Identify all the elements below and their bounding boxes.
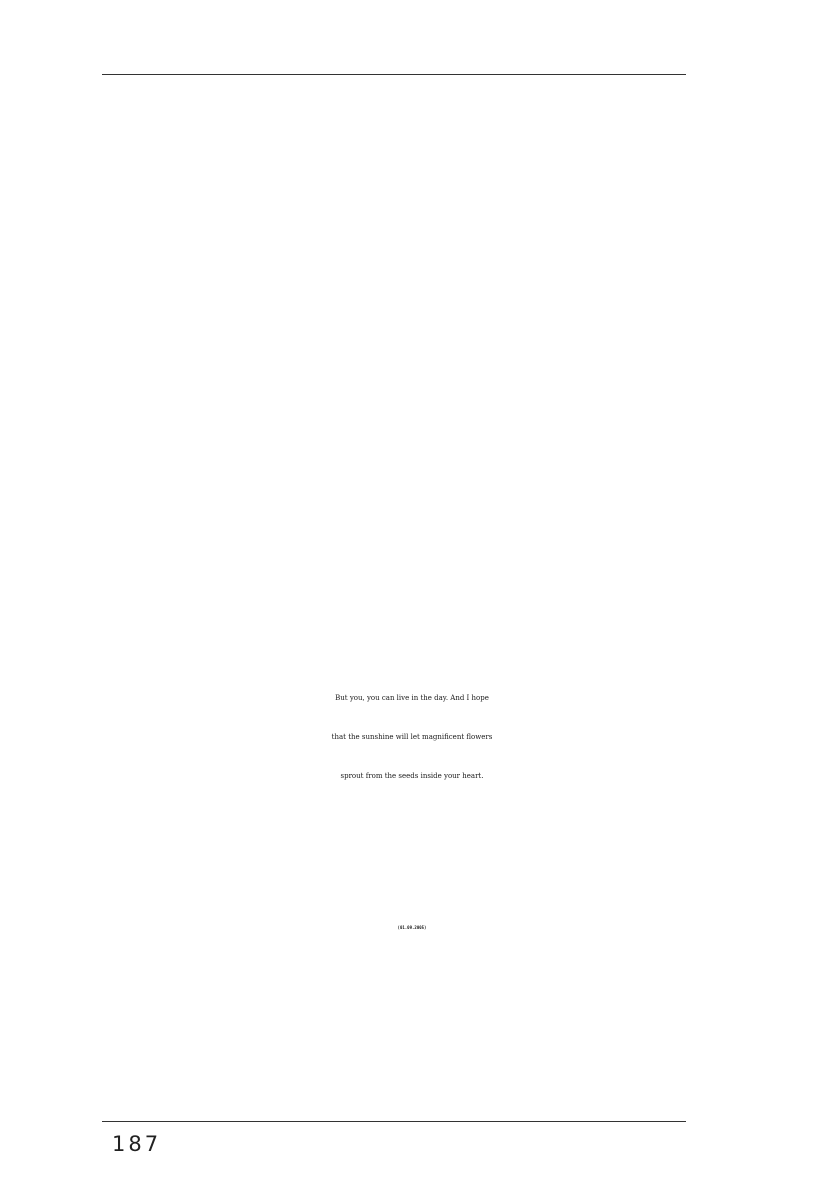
text-line: But you, you can live in the day. And I hope xyxy=(335,694,489,702)
date-text: (01.09.2005) xyxy=(397,925,427,930)
paragraph-happy-voices xyxy=(0,407,824,531)
text-line xyxy=(0,314,824,345)
paragraph-moments xyxy=(0,314,824,376)
bottom-rule xyxy=(102,1121,686,1122)
text-line xyxy=(0,622,824,653)
paragraph-live-in-day xyxy=(0,679,824,796)
date xyxy=(0,910,824,946)
text-line-with-emphasis xyxy=(0,500,824,531)
text-line: sprout from the seeds inside your heart. xyxy=(340,772,484,780)
paragraph-mountain-climb xyxy=(0,200,824,293)
page-number: 187 xyxy=(112,1132,162,1156)
emphasis-heading xyxy=(0,560,824,591)
top-rule xyxy=(102,74,686,75)
text-line: that the sunshine will let magnificent flowers xyxy=(331,733,493,741)
text-line xyxy=(0,231,824,262)
text-line xyxy=(0,345,824,376)
text-line xyxy=(0,407,824,438)
text-line xyxy=(0,818,824,849)
text-line xyxy=(0,262,824,293)
paragraph-sunshine xyxy=(0,818,824,849)
text-line xyxy=(0,591,824,622)
text-line xyxy=(0,438,824,469)
text-line xyxy=(0,469,824,500)
paragraph-souls xyxy=(0,560,824,653)
text-line xyxy=(0,200,824,231)
